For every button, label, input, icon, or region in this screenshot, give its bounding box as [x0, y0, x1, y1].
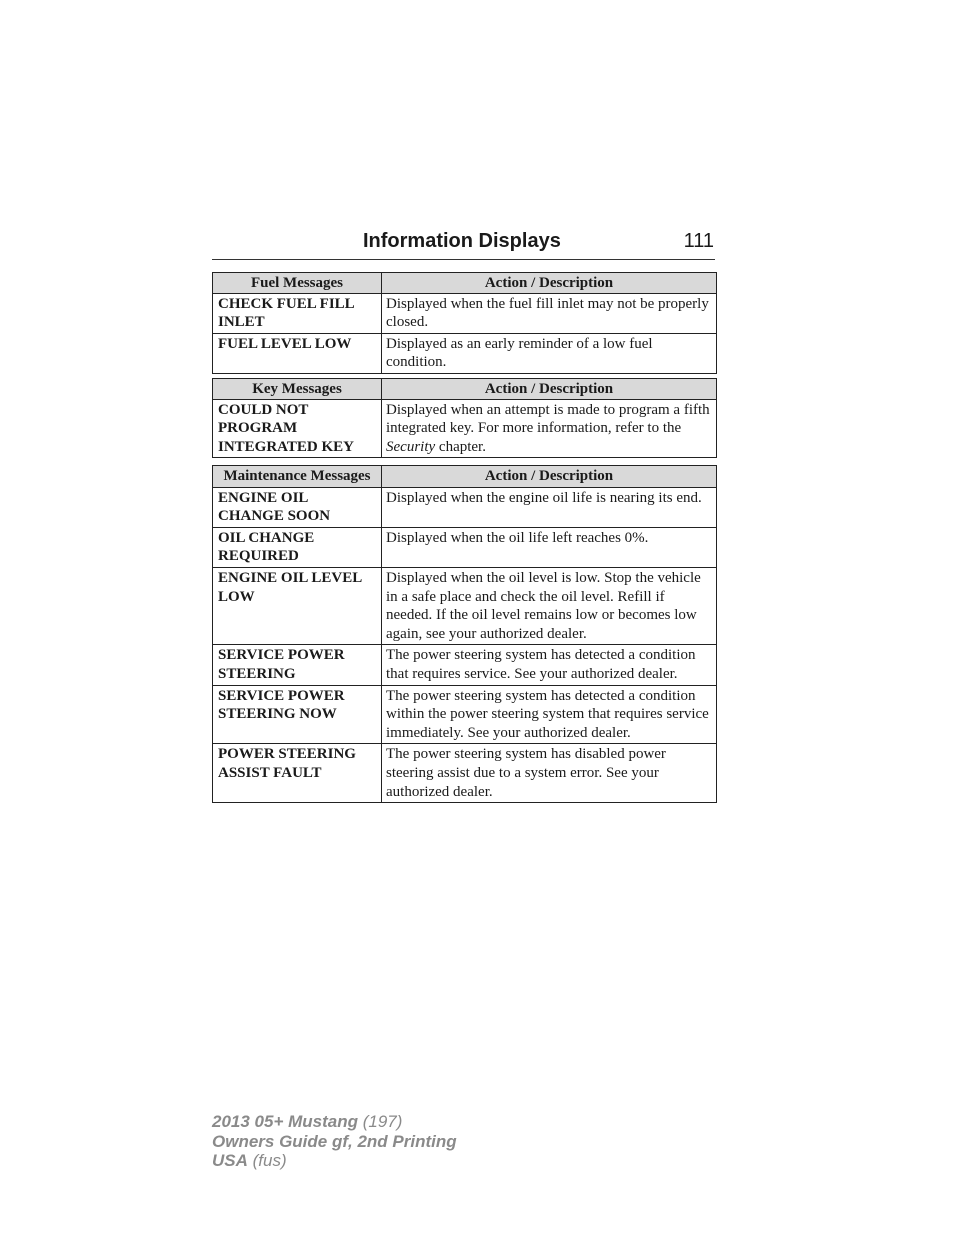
table-row [213, 399, 717, 458]
message-term: FUEL LEVEL LOW [213, 333, 382, 373]
table-row [213, 333, 717, 373]
column-header-messages: Maintenance Messages [213, 466, 382, 488]
message-description: The power steering system has disabled power steering assist due to a system error. See your authorized dealer. [382, 744, 717, 803]
footer-line-market [212, 1151, 457, 1171]
message-description: The power steering system has detected a condition that requires service. See your authorized dealer. [382, 645, 717, 685]
footer-line-model [212, 1112, 457, 1132]
table-row [213, 487, 717, 527]
table-header-row [213, 466, 717, 488]
description-text-end: chapter. [435, 438, 486, 455]
column-header-description: Action / Description [382, 273, 717, 294]
message-term: OIL CHANGE REQUIRED [213, 527, 382, 567]
footer-model-code: (197) [362, 1112, 403, 1131]
message-description: Displayed when the engine oil life is nearing its end. [382, 487, 717, 527]
table-row [213, 527, 717, 567]
table-row [213, 567, 717, 644]
message-term: ENGINE OIL LEVEL LOW [213, 567, 382, 644]
chapter-reference: Security [386, 438, 436, 455]
table-row [213, 293, 717, 333]
fuel-messages-table [212, 272, 717, 374]
message-description: Displayed when the fuel fill inlet may not be properly closed. [382, 293, 717, 333]
column-header-description: Action / Description [382, 379, 717, 400]
message-term: ENGINE OIL CHANGE SOON [213, 487, 382, 527]
message-description: Displayed when the oil level is low. Stop the vehicle in a safe place and check the oil level. Refill if needed. If the oil level remains low or becomes low again, see your authorized dealer. [382, 567, 717, 644]
key-messages-table [212, 378, 717, 458]
page-footer [212, 1112, 457, 1171]
message-description: Displayed when the oil life left reaches 0%. [382, 527, 717, 567]
footer-market: USA [212, 1151, 248, 1170]
table-row [213, 685, 717, 744]
table-row [213, 645, 717, 685]
description-text: Displayed when an attempt is made to program a fifth integrated key. For more information, refer to the [386, 401, 710, 437]
footer-market-code: (fus) [252, 1151, 287, 1170]
message-term: SERVICE POWER STEERING [213, 645, 382, 685]
message-term: CHECK FUEL FILL INLET [213, 293, 382, 333]
message-description: The power steering system has detected a condition within the power steering system that requires service immediately. See your authorized dealer. [382, 685, 717, 744]
page-header [212, 226, 715, 260]
footer-line-guide [212, 1132, 457, 1152]
message-description [382, 399, 717, 458]
column-header-messages: Key Messages [213, 379, 382, 400]
message-term: COULD NOT PROGRAM INTEGRATED KEY [213, 399, 382, 458]
message-term: POWER STEERING ASSIST FAULT [213, 744, 382, 803]
footer-guide: Owners Guide gf, 2nd Printing [212, 1131, 457, 1151]
message-term: SERVICE POWER STEERING NOW [213, 685, 382, 744]
table-row [213, 744, 717, 803]
section-title: Information Displays [363, 230, 561, 252]
column-header-messages: Fuel Messages [213, 273, 382, 294]
column-header-description: Action / Description [382, 466, 717, 488]
maintenance-messages-table [212, 465, 717, 803]
table-header-row [213, 273, 717, 294]
table-header-row [213, 379, 717, 400]
footer-model: 2013 05+ Mustang [212, 1112, 358, 1131]
message-description: Displayed as an early reminder of a low fuel condition. [382, 333, 717, 373]
page-number: 111 [683, 230, 714, 252]
